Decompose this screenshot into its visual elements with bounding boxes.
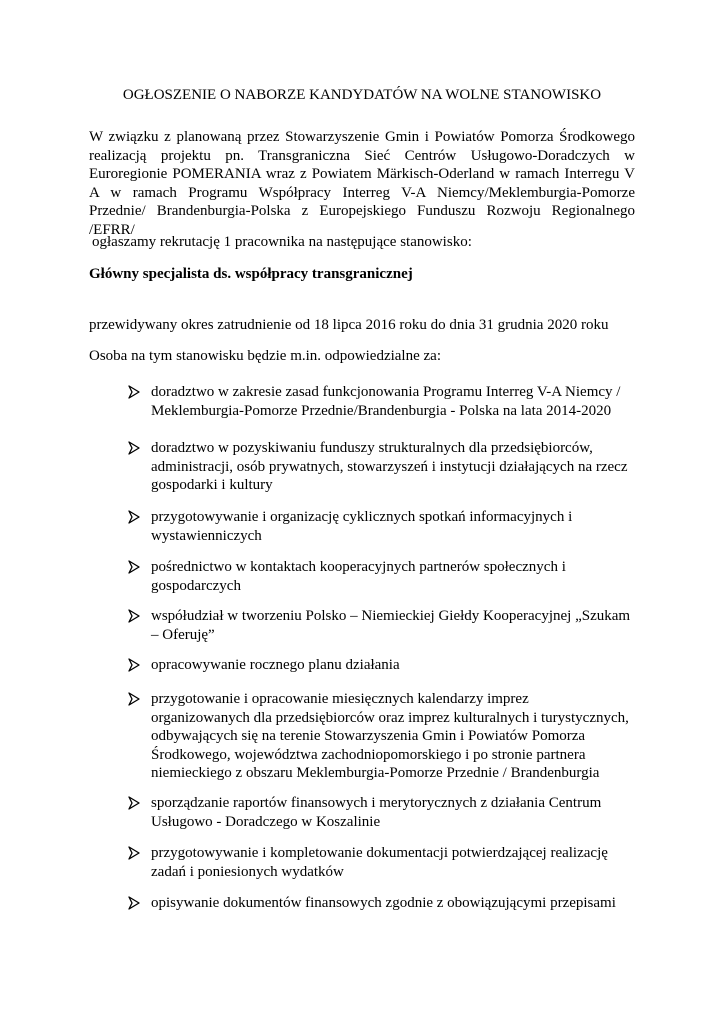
- duty-text: sporządzanie raportów finansowych i merytorycznych z działania Centrum Usługowo - Doradczego w Koszalinie: [151, 795, 602, 830]
- arrow-bullet-icon: [127, 656, 141, 674]
- arrow-bullet-icon: [127, 508, 141, 526]
- duties-intro: Osoba na tym stanowisku będzie m.in. odpowiedzialne za:: [89, 348, 441, 364]
- duty-text: przygotowywanie i organizację cyklicznych spotkań informacyjnych i wystawienniczych: [151, 509, 573, 544]
- intro-paragraph: W związku z planowaną przez Stowarzyszenie Gmin i Powiatów Pomorza Środkowego realizacją projektu pn. Transgraniczna Sieć Centrów Usługowo-Doradczych w Euroregionie POMERANIA wraz z Powiatem Märkisch-Oderland w ramach Interregu V A w ramach Programu Współpracy Interreg V-A Niemcy/Meklemburgia-Pomorze Przednie/ Brandenburgia-Polska z Europejskiego Funduszu Rozwoju Regionalnego /EFRR/: [89, 129, 635, 238]
- duty-text: opisywanie dokumentów finansowych zgodnie z obowiązującymi przepisami: [151, 895, 616, 911]
- announcement-title: OGŁOSZENIE O NABORZE KANDYDATÓW NA WOLNE STANOWISKO: [122, 87, 602, 103]
- arrow-bullet-icon: [127, 607, 141, 625]
- arrow-bullet-icon: [127, 558, 141, 576]
- arrow-bullet-icon: [127, 844, 141, 862]
- position-title: Główny specjalista ds. współpracy transgranicznej: [89, 266, 413, 282]
- recruitment-announcement: ogłaszamy rekrutację 1 pracownika na następujące stanowisko:: [92, 234, 472, 250]
- duty-text: doradztwo w zakresie zasad funkcjonowania Programu Interreg V-A Niemcy / Meklemburgia-Pomorze Przednie/Brandenburgia - Polska na lata 2014-2020: [151, 384, 621, 419]
- duty-text: pośrednictwo w kontaktach kooperacyjnych partnerów społecznych i gospodarczych: [151, 559, 566, 594]
- arrow-bullet-icon: [127, 383, 141, 401]
- arrow-bullet-icon: [127, 690, 141, 708]
- arrow-bullet-icon: [127, 894, 141, 912]
- duty-text: doradztwo w pozyskiwaniu funduszy strukturalnych dla przedsiębiorców, administracji, osób prywatnych, stowarzyszeń i instytucji działających na rzecz gospodarki i kultury: [151, 440, 628, 493]
- arrow-bullet-icon: [127, 439, 141, 457]
- duty-text: przygotowanie i opracowanie miesięcznych kalendarzy imprez organizowanych dla przedsiębiorców oraz imprez kulturalnych i turystycznych, odbywających się na terenie Stowarzyszenia Gmin i Powiatów Pomorza Środkowego, województwa zachodniopomorskiego i po stronie partnera niemieckiego z obszaru Meklemburgia-Pomorze Przednie / Brandenburgia: [151, 691, 629, 781]
- employment-period: przewidywany okres zatrudnienie od 18 lipca 2016 roku do dnia 31 grudnia 2020 roku: [89, 317, 609, 333]
- arrow-bullet-icon: [127, 794, 141, 812]
- duty-text: opracowywanie rocznego planu działania: [151, 657, 400, 673]
- duty-text: współudział w tworzeniu Polsko – Niemieckiej Giełdy Kooperacyjnej „Szukam – Oferuję”: [151, 608, 631, 643]
- duty-text: przygotowywanie i kompletowanie dokumentacji potwierdzającej realizację zadań i poniesionych wydatków: [151, 845, 608, 880]
